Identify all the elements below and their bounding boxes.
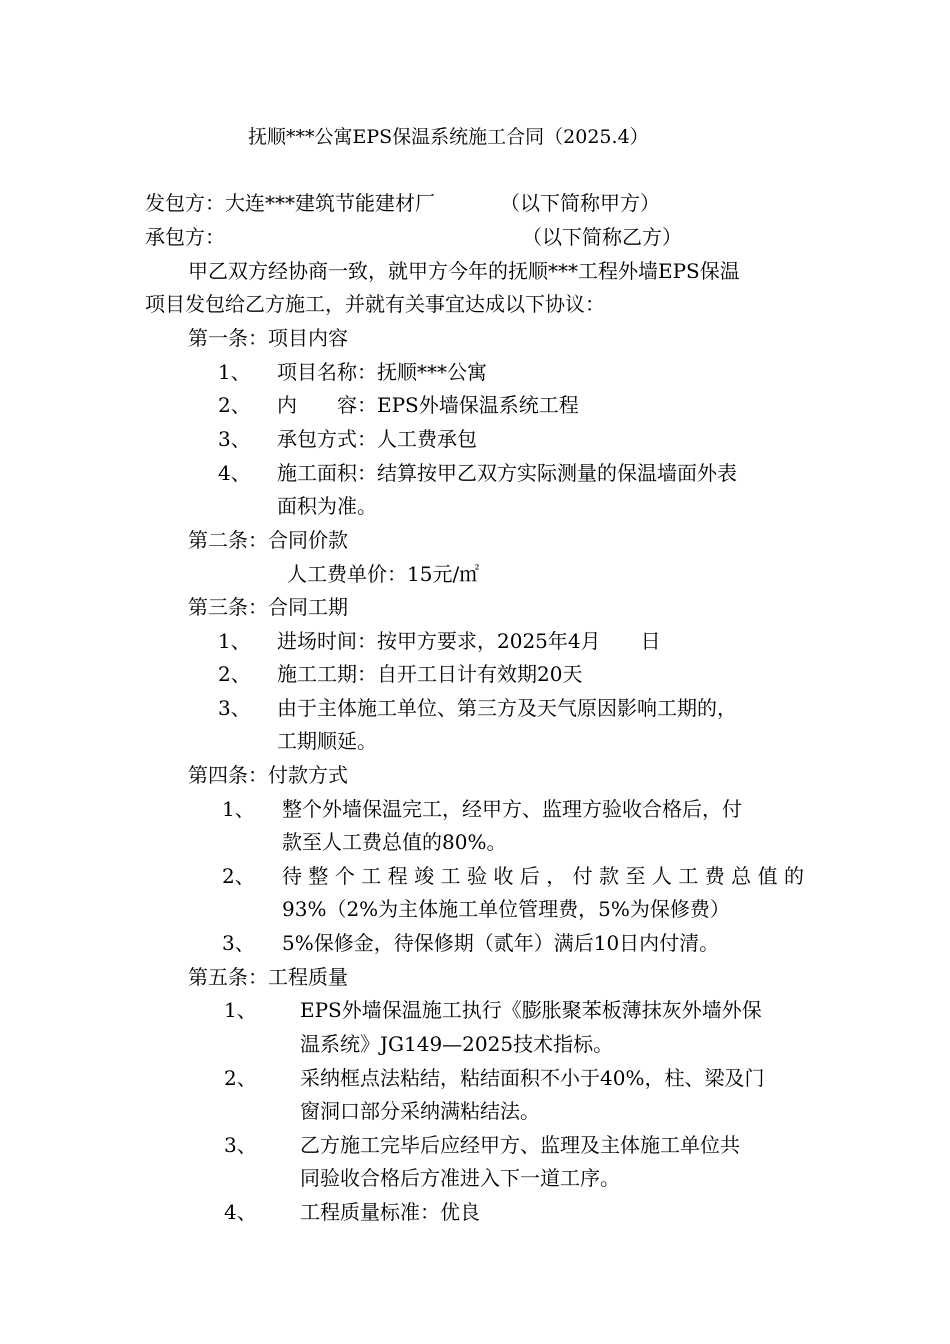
contractor-note: （以下简称乙方）: [522, 225, 682, 249]
article-3-item-2-num: 2、: [218, 662, 251, 686]
article-4-item-3-text: 5%保修金，待保修期（贰年）满后10日内付清。: [282, 931, 720, 955]
article-5-item-2-text: 采纳框点法粘结，粘结面积不小于40%，柱、梁及门: [300, 1066, 765, 1090]
article-5-item-1-cont: 温系统》JG149—2025技术指标。: [300, 1032, 614, 1056]
contractor-label: 承包方：: [145, 225, 225, 249]
article-3-item-3-text: 由于主体施工单位、第三方及天气原因影响工期的，: [277, 696, 737, 720]
article-4-item-2-text: 待整个工程竣工验收后，付款至人工费总值的: [282, 864, 804, 888]
unit-price: 人工费单价：15元/㎡: [287, 562, 480, 586]
article-4-heading: 第四条：付款方式: [188, 763, 348, 787]
article-5-item-3-text: 乙方施工完毕后应经甲方、监理及主体施工单位共: [300, 1133, 740, 1157]
article-1-item-4-text: 施工面积：结算按甲乙双方实际测量的保温墙面外表: [277, 461, 737, 485]
article-1-item-1-num: 1、: [218, 360, 251, 384]
article-1-item-4-num: 4、: [218, 461, 251, 485]
article-5-item-4-num: 4、: [224, 1200, 257, 1224]
article-4-item-1-num: 1、: [222, 797, 255, 821]
article-5-item-4-text: 工程质量标准：优良: [300, 1200, 480, 1224]
article-3-item-1-num: 1、: [218, 629, 251, 653]
article-4-item-2-cont: 93%（2%为主体施工单位管理费，5%为保修费）: [282, 897, 730, 921]
article-1-item-3-num: 3、: [218, 427, 251, 451]
article-5-item-2-cont: 窗洞口部分采纳满粘结法。: [300, 1099, 540, 1123]
article-5-item-2-num: 2、: [224, 1066, 257, 1090]
article-3-item-2-text: 施工工期：自开工日计有效期20天: [277, 662, 583, 686]
article-3-item-3-cont: 工期顺延。: [277, 729, 377, 753]
article-4-item-1-cont: 款至人工费总值的80%。: [282, 830, 507, 854]
article-1-item-2-num: 2、: [218, 393, 251, 417]
article-3-item-1-text: 进场时间：按甲方要求，2025年4月 日: [277, 629, 661, 653]
article-1-heading: 第一条：项目内容: [188, 326, 348, 350]
article-4-item-3-num: 3、: [222, 931, 255, 955]
article-3-item-3-num: 3、: [218, 696, 251, 720]
article-5-item-3-cont: 同验收合格后方准进入下一道工序。: [300, 1166, 620, 1190]
employer-note: （以下简称甲方）: [500, 191, 660, 215]
article-5-item-1-num: 1、: [224, 998, 257, 1022]
article-4-item-2-num: 2、: [222, 864, 255, 888]
article-1-item-2-text: 内 容：EPS外墙保温系统工程: [277, 393, 579, 417]
article-1-item-3-text: 承包方式：人工费承包: [277, 427, 477, 451]
document-title: 抚顺***公寓EPS保温系统施工合同（2025.4）: [248, 126, 649, 148]
employer-label: 发包方：大连***建筑节能建材厂: [145, 191, 435, 215]
article-5-item-3-num: 3、: [224, 1133, 257, 1157]
intro-line-1: 甲乙双方经协商一致，就甲方今年的抚顺***工程外墙EPS保温: [188, 259, 740, 283]
article-5-item-1-text: EPS外墙保温施工执行《膨胀聚苯板薄抹灰外墙外保: [300, 998, 762, 1022]
article-1-item-4-cont: 面积为准。: [277, 494, 377, 518]
article-1-item-1-text: 项目名称：抚顺***公寓: [277, 360, 487, 384]
article-4-item-1-text: 整个外墙保温完工，经甲方、监理方验收合格后，付: [282, 797, 742, 821]
article-2-heading: 第二条：合同价款: [188, 528, 348, 552]
article-5-heading: 第五条：工程质量: [188, 965, 348, 989]
intro-line-2: 项目发包给乙方施工，并就有关事宜达成以下协议：: [145, 292, 605, 316]
article-3-heading: 第三条：合同工期: [188, 595, 348, 619]
